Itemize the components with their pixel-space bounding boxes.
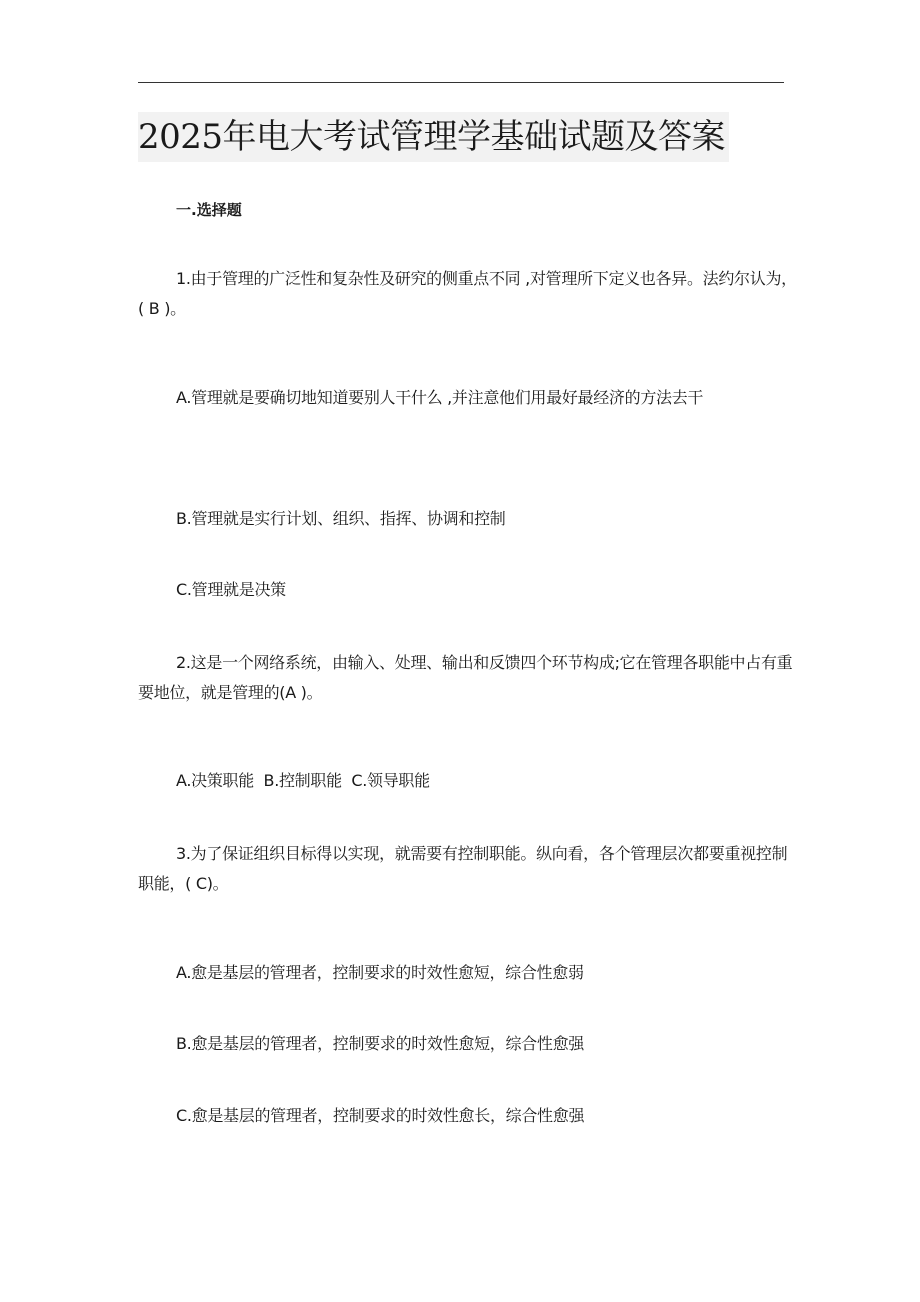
question-1-option-b: B.管理就是实行计划、组织、指挥、协调和控制 [176,509,506,528]
question-3-option-a: A.愈是基层的管理者，控制要求的时效性愈短，综合性愈弱 [176,963,584,982]
document-title: 2025年电大考试管理学基础试题及答案 [138,112,729,162]
section-heading: 一.选择题 [176,201,242,219]
question-1-option-a: A.管理就是要确切地知道要别人干什么 ,并注意他们用最好最经济的方法去干 [176,388,704,407]
question-1-option-c: C.管理就是决策 [176,580,286,599]
question-3-text: 3.为了保证组织目标得以实现，就需要有控制职能。纵向看，各个管理层次都要重视控制职能，( C)。 [138,844,788,893]
question-1-text: 1.由于管理的广泛性和复杂性及研究的侧重点不同 ,对管理所下定义也各异。法约尔认为，( B )。 [138,269,797,318]
header-rule [138,82,784,83]
question-2-options: A.决策职能 B.控制职能 C.领导职能 [176,771,430,790]
question-3-option-b: B.愈是基层的管理者，控制要求的时效性愈短，综合性愈强 [176,1034,584,1053]
question-3-option-c: C.愈是基层的管理者，控制要求的时效性愈长，综合性愈强 [176,1106,585,1125]
question-2-text: 2.这是一个网络系统，由输入、处理、输出和反馈四个环节构成;它在管理各职能中占有重要地位，就是管理的(A )。 [138,653,793,702]
